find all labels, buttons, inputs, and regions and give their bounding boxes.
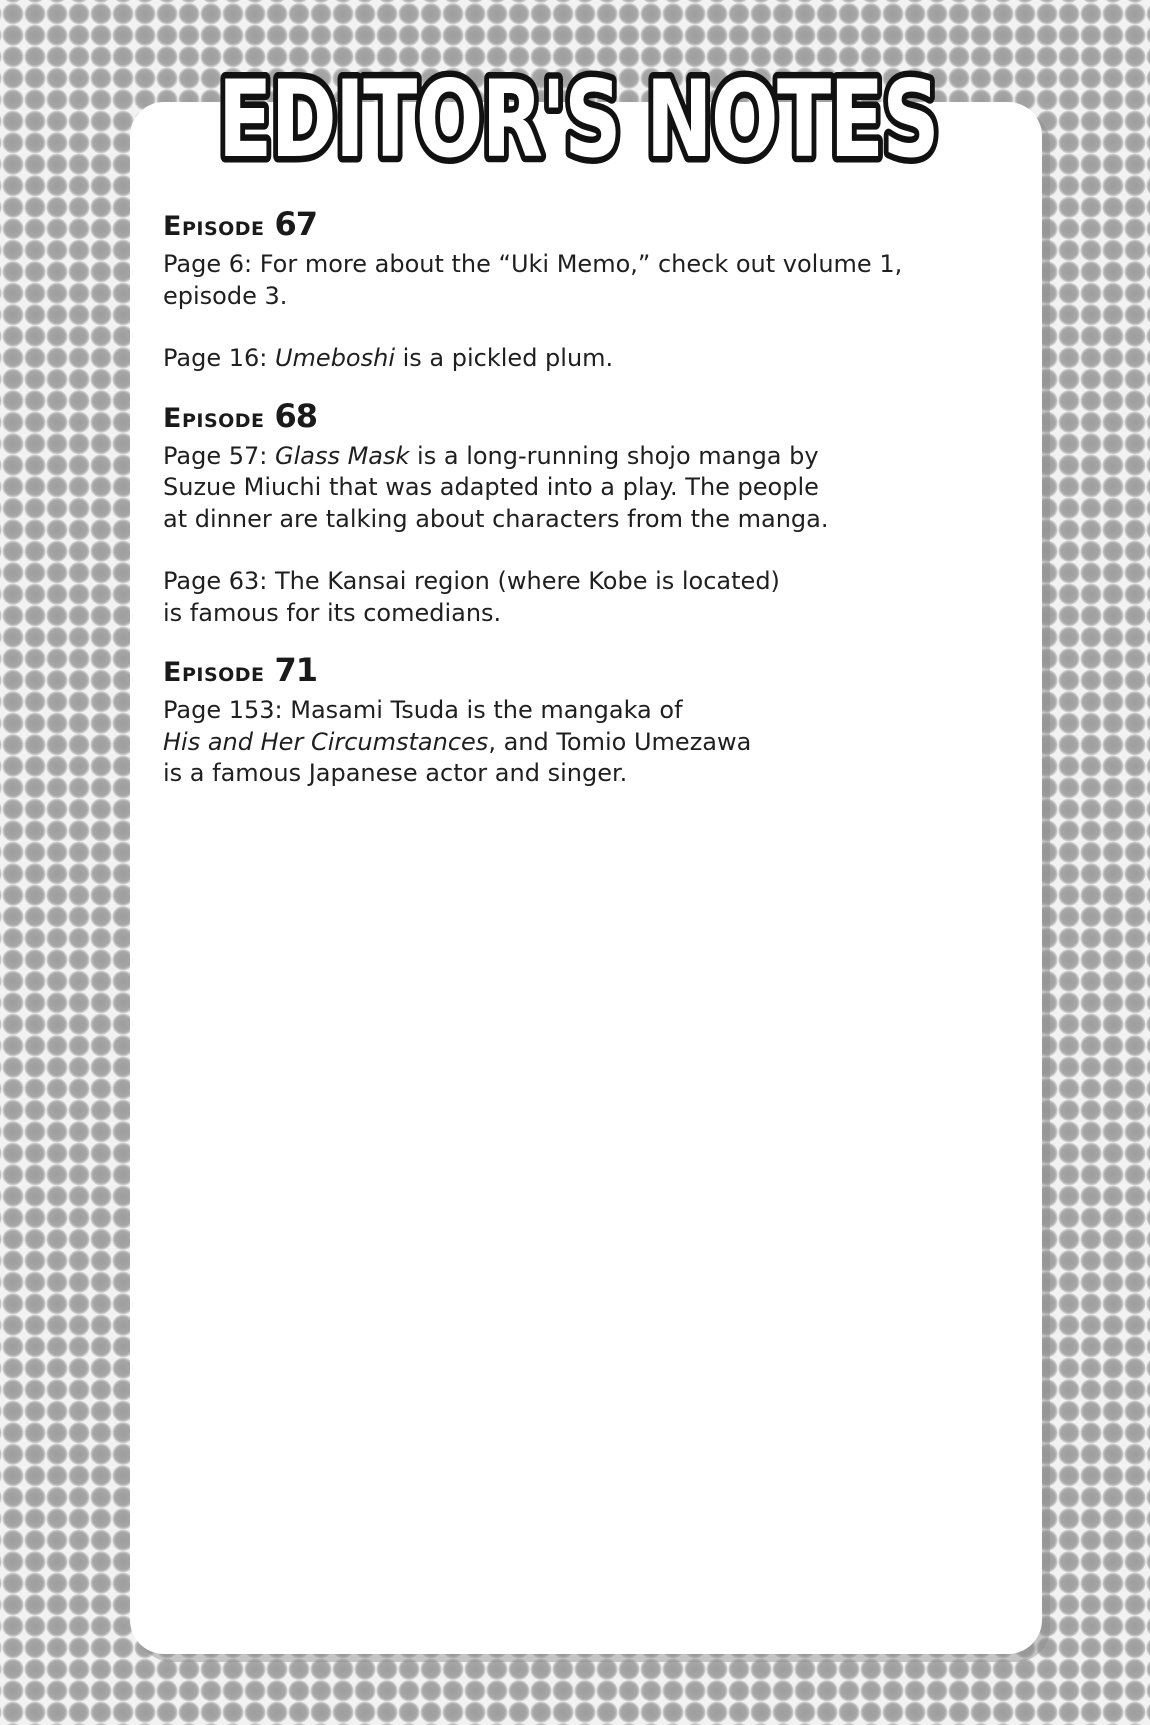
- episode-heading: [163, 651, 983, 689]
- episode-number: 71: [274, 651, 318, 689]
- note-paragraph: [163, 441, 983, 536]
- title-reference: Glass Mask: [274, 441, 410, 470]
- episode-heading: [163, 397, 983, 435]
- episode-section: [163, 651, 983, 790]
- note-text: Page 57:: [163, 441, 275, 470]
- episode-label: Episode: [163, 402, 265, 434]
- note-text: is a pickled plum.: [395, 344, 614, 372]
- note-paragraph: [163, 566, 983, 629]
- notes-content: [163, 205, 983, 812]
- note-text: Page 16:: [163, 344, 275, 372]
- note-line: [163, 695, 983, 727]
- note-text: at dinner are talking about characters from the manga.: [163, 504, 829, 533]
- note-line: [163, 566, 983, 598]
- page-title-lettering: [208, 52, 948, 182]
- note-text: episode 3.: [163, 281, 288, 310]
- note-text: , and Tomio Umezawa: [488, 727, 752, 756]
- episode-section: [163, 205, 983, 375]
- episode-label: Episode: [163, 657, 265, 688]
- note-line: [163, 472, 983, 504]
- note-text: is famous for its comedians.: [163, 598, 502, 627]
- note-text: Suzue Miuchi that was adapted into a play. The people: [163, 473, 819, 501]
- note-line: [163, 441, 983, 473]
- note-line: [163, 727, 983, 759]
- page-title-text: EDITOR'S NOTES: [218, 58, 938, 181]
- title-reference: Umeboshi: [274, 344, 395, 372]
- note-paragraph: [163, 695, 983, 790]
- note-paragraph: [163, 343, 983, 375]
- note-text: is a long-running shojo manga by: [409, 441, 819, 470]
- note-text: Page 63: The Kansai region (where Kobe is located): [163, 567, 780, 595]
- note-line: [163, 758, 983, 790]
- episode-number: 67: [274, 205, 318, 243]
- note-text: Page 6: For more about the “Uki Memo,” check out volume 1,: [163, 250, 903, 278]
- note-text: Page 153: Masami Tsuda is the mangaka of: [163, 696, 683, 724]
- note-line: [163, 343, 983, 375]
- episode-section: [163, 397, 983, 630]
- note-line: [163, 249, 983, 281]
- note-line: [163, 504, 983, 536]
- episode-heading: [163, 205, 983, 243]
- page-title: [208, 52, 948, 182]
- episode-label: Episode: [163, 211, 265, 242]
- note-paragraph: [163, 249, 983, 312]
- episode-number: 68: [274, 396, 318, 435]
- title-reference: His and Her Circumstances: [163, 727, 489, 756]
- note-text: is a famous Japanese actor and singer.: [163, 759, 628, 787]
- note-line: [163, 598, 983, 630]
- note-line: [163, 281, 983, 313]
